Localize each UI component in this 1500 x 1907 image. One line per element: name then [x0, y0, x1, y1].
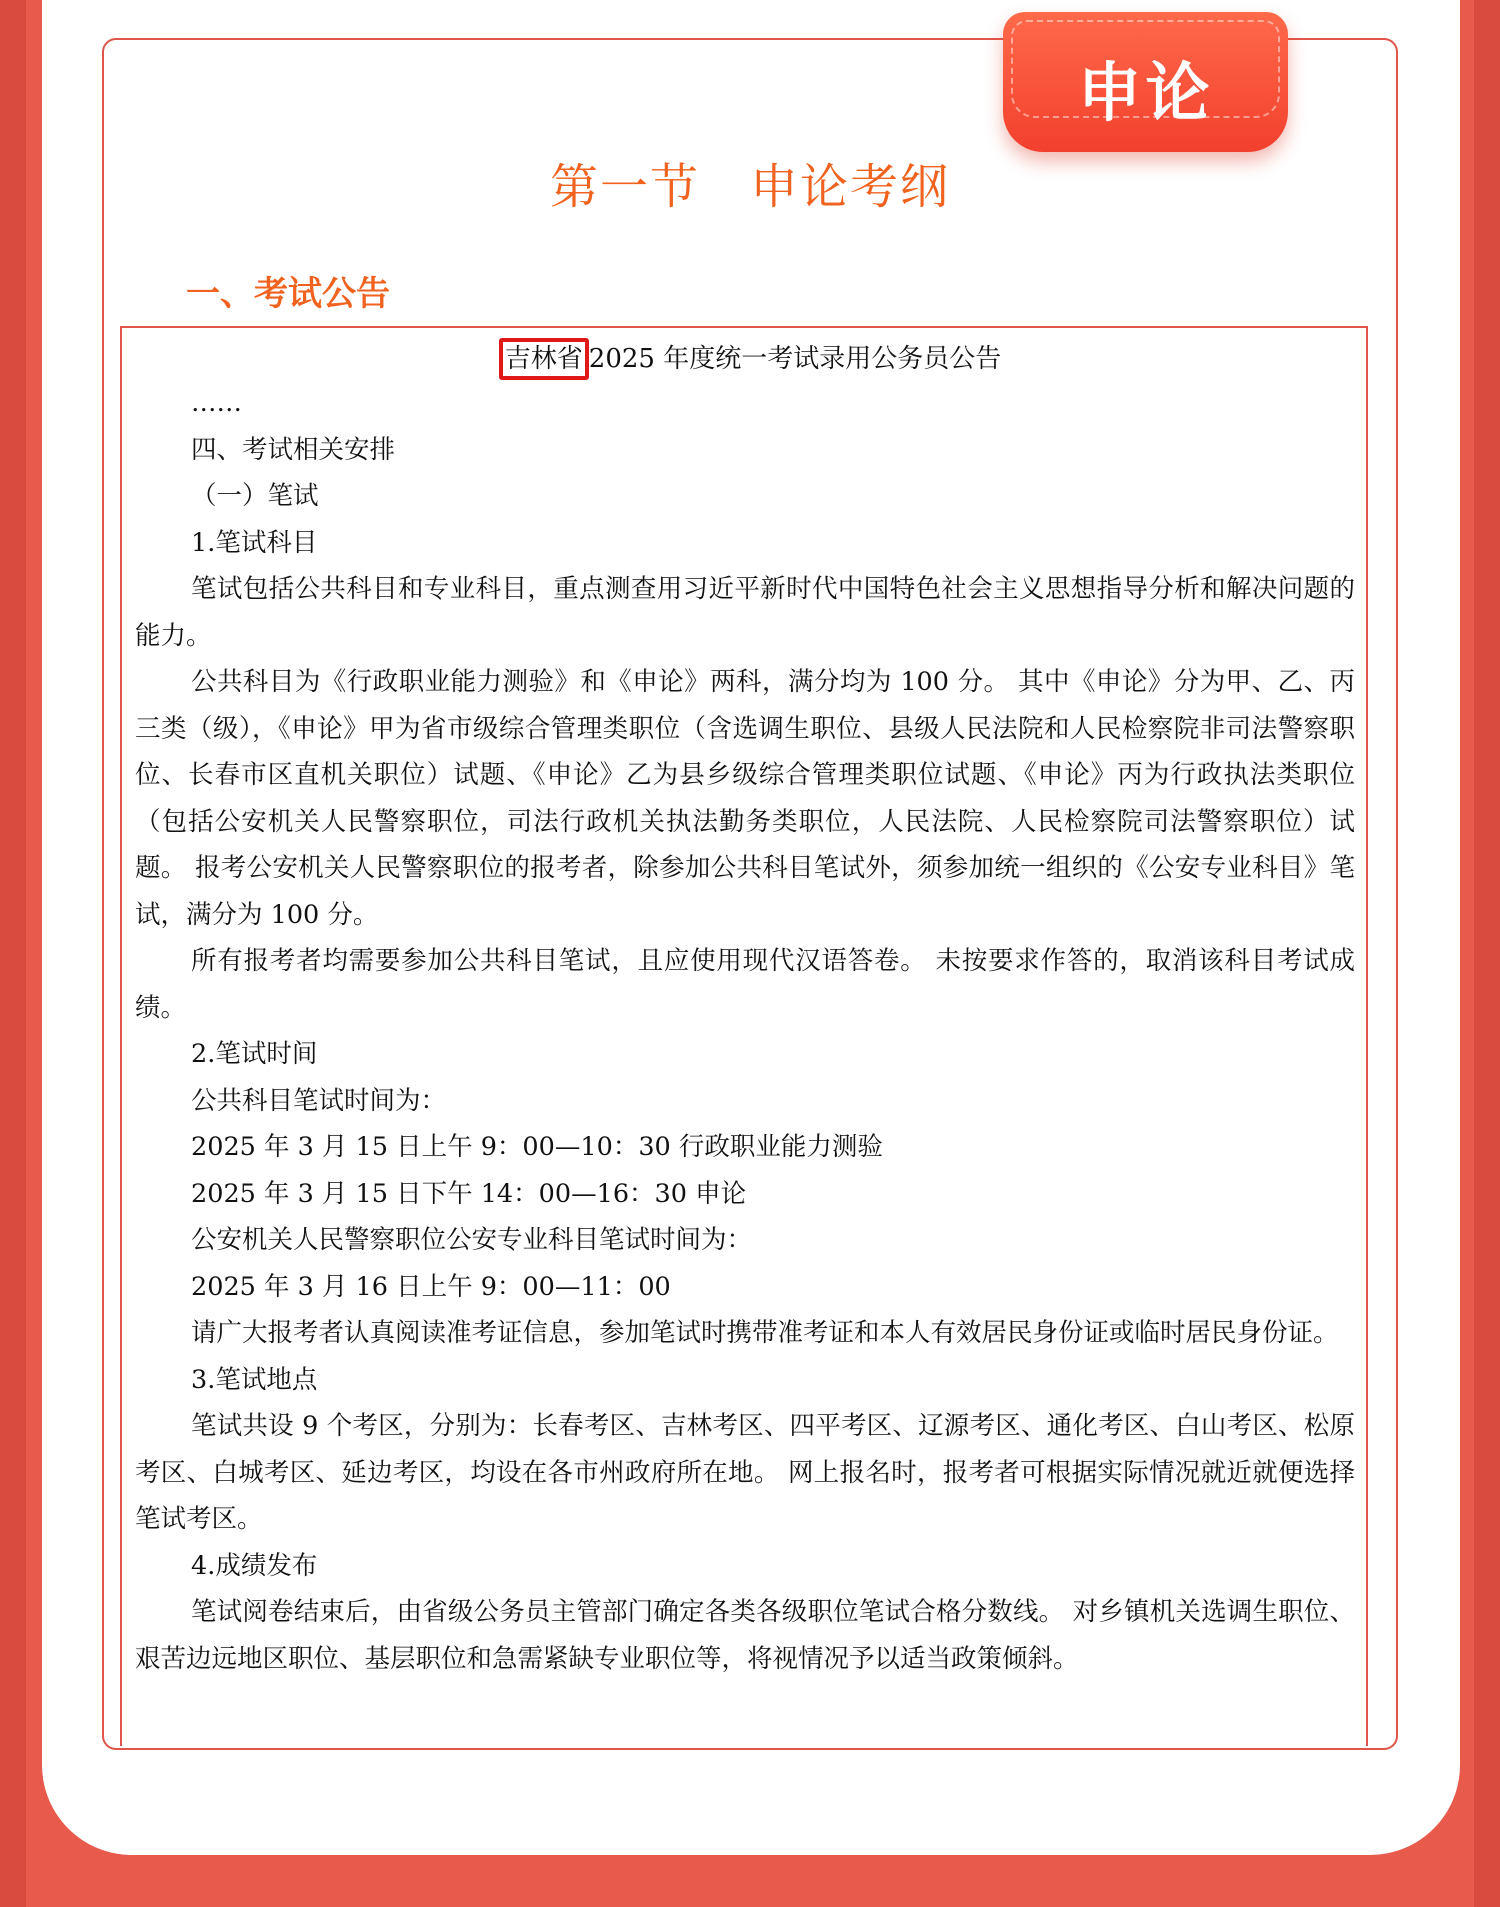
section-title: 第一节 申论考纲 [549, 159, 950, 215]
paragraph: 公共科目笔试时间为： [191, 1085, 447, 1116]
paragraph: 四、考试相关安排 [191, 434, 396, 465]
ribbon-label: 申论 [1077, 57, 1214, 131]
paragraph: 公安机关人民警察职位公安专业科目笔试时间为： [191, 1225, 753, 1255]
subheading: 一、考试公告 [186, 274, 390, 314]
paragraph: …… [191, 388, 242, 418]
paragraph: 2025 年 3 月 15 日上午 9：00—10：30 行政职业能力测验 [191, 1132, 883, 1162]
paragraph: 所有报考者均需要参加公共科目笔试，且应使用现代汉语答卷。 未按要求作答的，取消该科目考试成绩。 [135, 946, 1355, 1023]
notice-title-rest: 2025 年度统一考试录用公务员公告 [588, 344, 1002, 374]
paragraph: 3.笔试地点 [191, 1364, 318, 1395]
paragraph: 2025 年 3 月 16 日上午 9：00—11：00 [191, 1271, 671, 1302]
paragraph: 请广大报考者认真阅读准考证信息，参加笔试时携带准考证和本人有效居民身份证或临时居民身份证。 [191, 1318, 1339, 1348]
right-border-stripe [1474, 0, 1500, 1907]
paragraph: 4.成绩发布 [191, 1550, 318, 1581]
paragraph: 笔试包括公共科目和专业科目，重点测查用习近平新时代中国特色社会主义思想指导分析和解决问题的能力。 [135, 574, 1355, 651]
notice-title [0, 338, 1500, 375]
paragraph: 公共科目为《行政职业能力测验》和《申论》两科，满分均为 100 分。 其中《申论》分为甲、乙、丙三类（级），《申论》甲为省市级综合管理类职位（含选调生职位、县级人民法院和人民检察院非司法警察职位、长春市区直机关职位）试题、《申论》乙为县乡级综合管理类职位试题、《申论》丙为行政执法类职位（包括公安机关人民警察职位，司法行政机关执法勤务类职位，人民法院、人民检察院司法警察职位）试题。 报考公安机关人民警察职位的报考者，除参加公共科目笔试外，须参加统一组织的《公安专业科目》笔试，满分为 100 分。 [135, 667, 1355, 930]
paragraph: （一）笔试 [191, 481, 319, 511]
paragraph: 2025 年 3 月 15 日下午 14：00—16：30 申论 [191, 1178, 747, 1209]
paragraph: 1.笔试科目 [191, 527, 318, 558]
paragraph: 笔试共设 9 个考区，分别为：长春考区、吉林考区、四平考区、辽源考区、通化考区、白山考区、松原考区、白城考区、延边考区，均设在各市州政府所在地。 网上报名时，报考者可根据实际情况就近就便选择笔试考区。 [135, 1411, 1355, 1534]
highlighted-province: 吉林省 [499, 338, 589, 380]
left-border-stripe [0, 0, 26, 1907]
paragraph: 笔试阅卷结束后，由省级公务员主管部门确定各类各级职位笔试合格分数线。 对乡镇机关选调生职位、艰苦边远地区职位、基层职位和急需紧缺专业职位等，将视情况予以适当政策倾斜。 [135, 1597, 1355, 1674]
paragraph: 2.笔试时间 [191, 1039, 318, 1069]
subject-ribbon [1003, 12, 1288, 152]
notice-body [135, 380, 1355, 1682]
